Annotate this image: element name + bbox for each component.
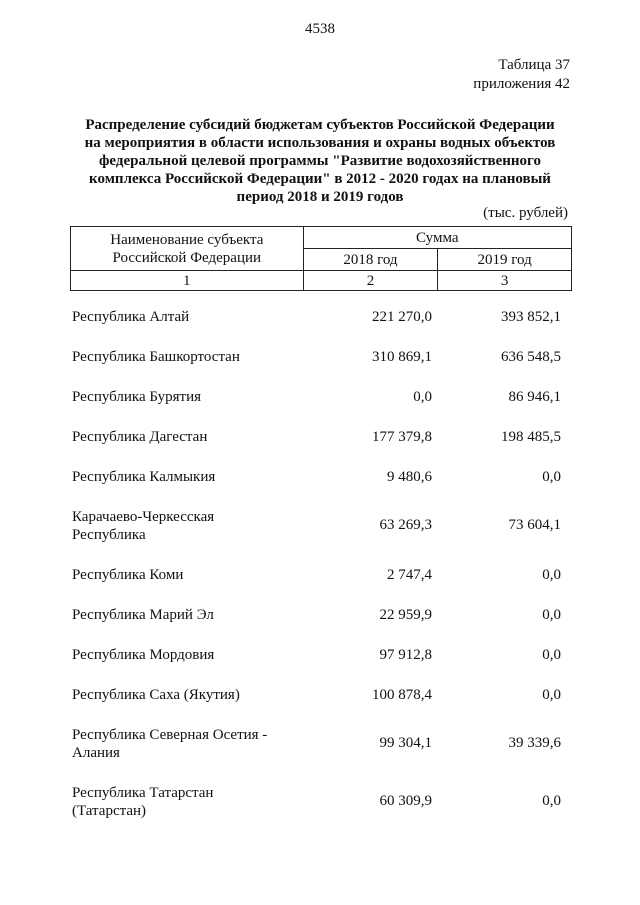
subject-name	[72, 686, 297, 704]
document-title	[70, 116, 570, 206]
value-2019: 0,0	[542, 567, 561, 583]
value-2018: 310 869,1	[372, 349, 432, 365]
title-line1: Распределение субсидий бюджетам субъектов Российской Федерации	[85, 117, 555, 133]
subject-name	[72, 726, 297, 762]
subject-name-line1: Республика Бурятия	[72, 389, 202, 405]
value-2019: 0,0	[542, 469, 561, 485]
value-2019: 393 852,1	[501, 309, 561, 325]
value-2019: 39 339,6	[508, 735, 561, 751]
subject-name	[72, 428, 297, 446]
value-2018: 22 959,9	[379, 607, 432, 623]
value-2018: 97 912,8	[379, 647, 432, 663]
subject-name-line1: Республика Башкортостан	[72, 349, 240, 365]
header-2018: 2018 год	[303, 249, 438, 271]
header-num-1: 1	[71, 271, 304, 291]
subject-name-line1: Республика Калмыкия	[72, 469, 216, 485]
header-name-line1: Наименование субъекта	[110, 231, 264, 248]
subject-name	[72, 468, 297, 486]
subject-name	[72, 308, 297, 326]
value-2018: 221 270,0	[372, 309, 432, 325]
value-2019: 0,0	[542, 793, 561, 809]
subject-name-line1: Республика Северная Осетия -	[72, 727, 268, 743]
table-ref-line2: приложения 42	[473, 76, 570, 92]
table-header	[70, 226, 572, 291]
title-line2: на мероприятия в области использования и охраны водных объектов	[84, 135, 556, 151]
title-line5: период 2018 и 2019 годов	[236, 189, 404, 205]
value-2018: 9 480,6	[387, 469, 432, 485]
value-2018: 99 304,1	[379, 735, 432, 751]
subject-name	[72, 566, 297, 584]
header-name-cell	[71, 227, 304, 271]
subject-name-line1: Республика Марий Эл	[72, 607, 214, 623]
header-2019: 2019 год	[438, 249, 572, 271]
value-2019: 73 604,1	[508, 517, 561, 533]
value-2019: 0,0	[542, 687, 561, 703]
subject-name-line1: Республика Дагестан	[72, 429, 208, 445]
subject-name-line1: Карачаево-Черкесская	[72, 509, 215, 525]
value-2019: 198 485,5	[501, 429, 561, 445]
subject-name	[72, 606, 297, 624]
subject-name-line2: (Татарстан)	[72, 803, 147, 819]
subject-name	[72, 388, 297, 406]
value-2018: 63 269,3	[379, 517, 432, 533]
header-sum: Сумма	[303, 227, 571, 249]
subject-name-line1: Республика Коми	[72, 567, 184, 583]
subject-name-line1: Республика Татарстан	[72, 785, 214, 801]
page-number: 4538	[305, 21, 335, 37]
subject-name	[72, 784, 297, 820]
value-2018: 100 878,4	[372, 687, 432, 703]
subject-name-line1: Республика Мордовия	[72, 647, 215, 663]
subject-name-line1: Республика Саха (Якутия)	[72, 687, 240, 703]
value-2019: 86 946,1	[508, 389, 561, 405]
value-2019: 636 548,5	[501, 349, 561, 365]
value-2018: 60 309,9	[379, 793, 432, 809]
header-num-2: 2	[303, 271, 438, 291]
subject-name	[72, 508, 297, 544]
title-line4: комплекса Российской Федерации" в 2012 - 2020 годах на плановый	[89, 171, 551, 187]
value-2018: 0,0	[413, 389, 432, 405]
unit-label: (тыс. рублей)	[483, 205, 568, 221]
subject-name-line2: Алания	[72, 745, 120, 761]
title-line3: федеральной целевой программы "Развитие водохозяйственного	[99, 153, 541, 169]
value-2018: 2 747,4	[387, 567, 432, 583]
subject-name-line1: Республика Алтай	[72, 309, 190, 325]
subject-name-line2: Республика	[72, 527, 146, 543]
subject-name	[72, 348, 297, 366]
subject-name	[72, 646, 297, 664]
value-2019: 0,0	[542, 607, 561, 623]
header-name-line2: Российской Федерации	[112, 249, 262, 266]
table-reference	[473, 56, 570, 94]
table-ref-line1: Таблица 37	[498, 57, 570, 73]
header-num-3: 3	[438, 271, 572, 291]
value-2019: 0,0	[542, 647, 561, 663]
value-2018: 177 379,8	[372, 429, 432, 445]
